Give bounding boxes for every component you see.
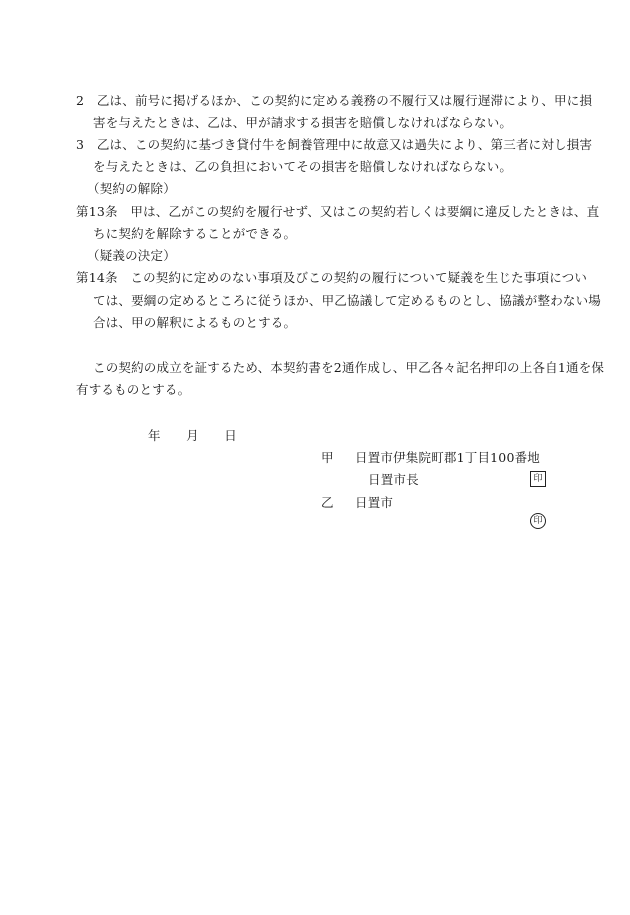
article-13-heading: （契約の解除） [87, 181, 176, 196]
party-b-label: 乙 [321, 495, 334, 510]
party-a-address: 日置市伊集院町郡1丁目100番地 [355, 450, 541, 465]
party-a-title: 日置市長 [368, 472, 419, 487]
article-14-line-3: 合は、甲の解釈によるものとする。 [93, 315, 297, 330]
party-a-seal-mark: 印 [530, 471, 546, 487]
clause-12-item-2-line-1: 2 乙は、前号に掲げるほか、この契約に定める義務の不履行又は履行遅滞により、甲に損 [76, 93, 593, 108]
article-14-heading: （疑義の決定） [87, 248, 176, 263]
clause-12-item-3-line-1: 3 乙は、この契約に基づき貸付牛を飼養管理中に故意又は過失により、第三者に対し損害 [76, 137, 593, 152]
article-14-line-1: 第14条 この契約に定めのない事項及びこの契約の履行について疑義を生じた事項につい [76, 270, 588, 285]
party-a-label: 甲 [321, 450, 334, 465]
clause-12-item-2-line-2: 害を与えたときは、乙は、甲が請求する損害を賠償しなければならない。 [93, 115, 513, 130]
party-b-seal-mark: 印 [530, 513, 546, 529]
closing-line-1: この契約の成立を証するため、本契約書を2通作成し、甲乙各々記名押印の上各自1通を保 [93, 360, 605, 375]
closing-line-2: 有するものとする。 [76, 382, 191, 397]
article-13-line-1: 第13条 甲は、乙がこの契約を履行せず、又はこの契約若しくは要綱に違反したときは、直 [76, 204, 600, 219]
signature-date: 年 月 日 [148, 428, 237, 443]
party-b-address: 日置市 [355, 495, 394, 510]
clause-12-item-3-line-2: を与えたときは、乙の負担においてその損害を賠償しなければならない。 [93, 159, 513, 174]
article-14-line-2: ては、要綱の定めるところに従うほか、甲乙協議して定めるものとし、協議が整わない場 [93, 293, 602, 308]
article-13-line-2: ちに契約を解除することができる。 [93, 226, 297, 241]
